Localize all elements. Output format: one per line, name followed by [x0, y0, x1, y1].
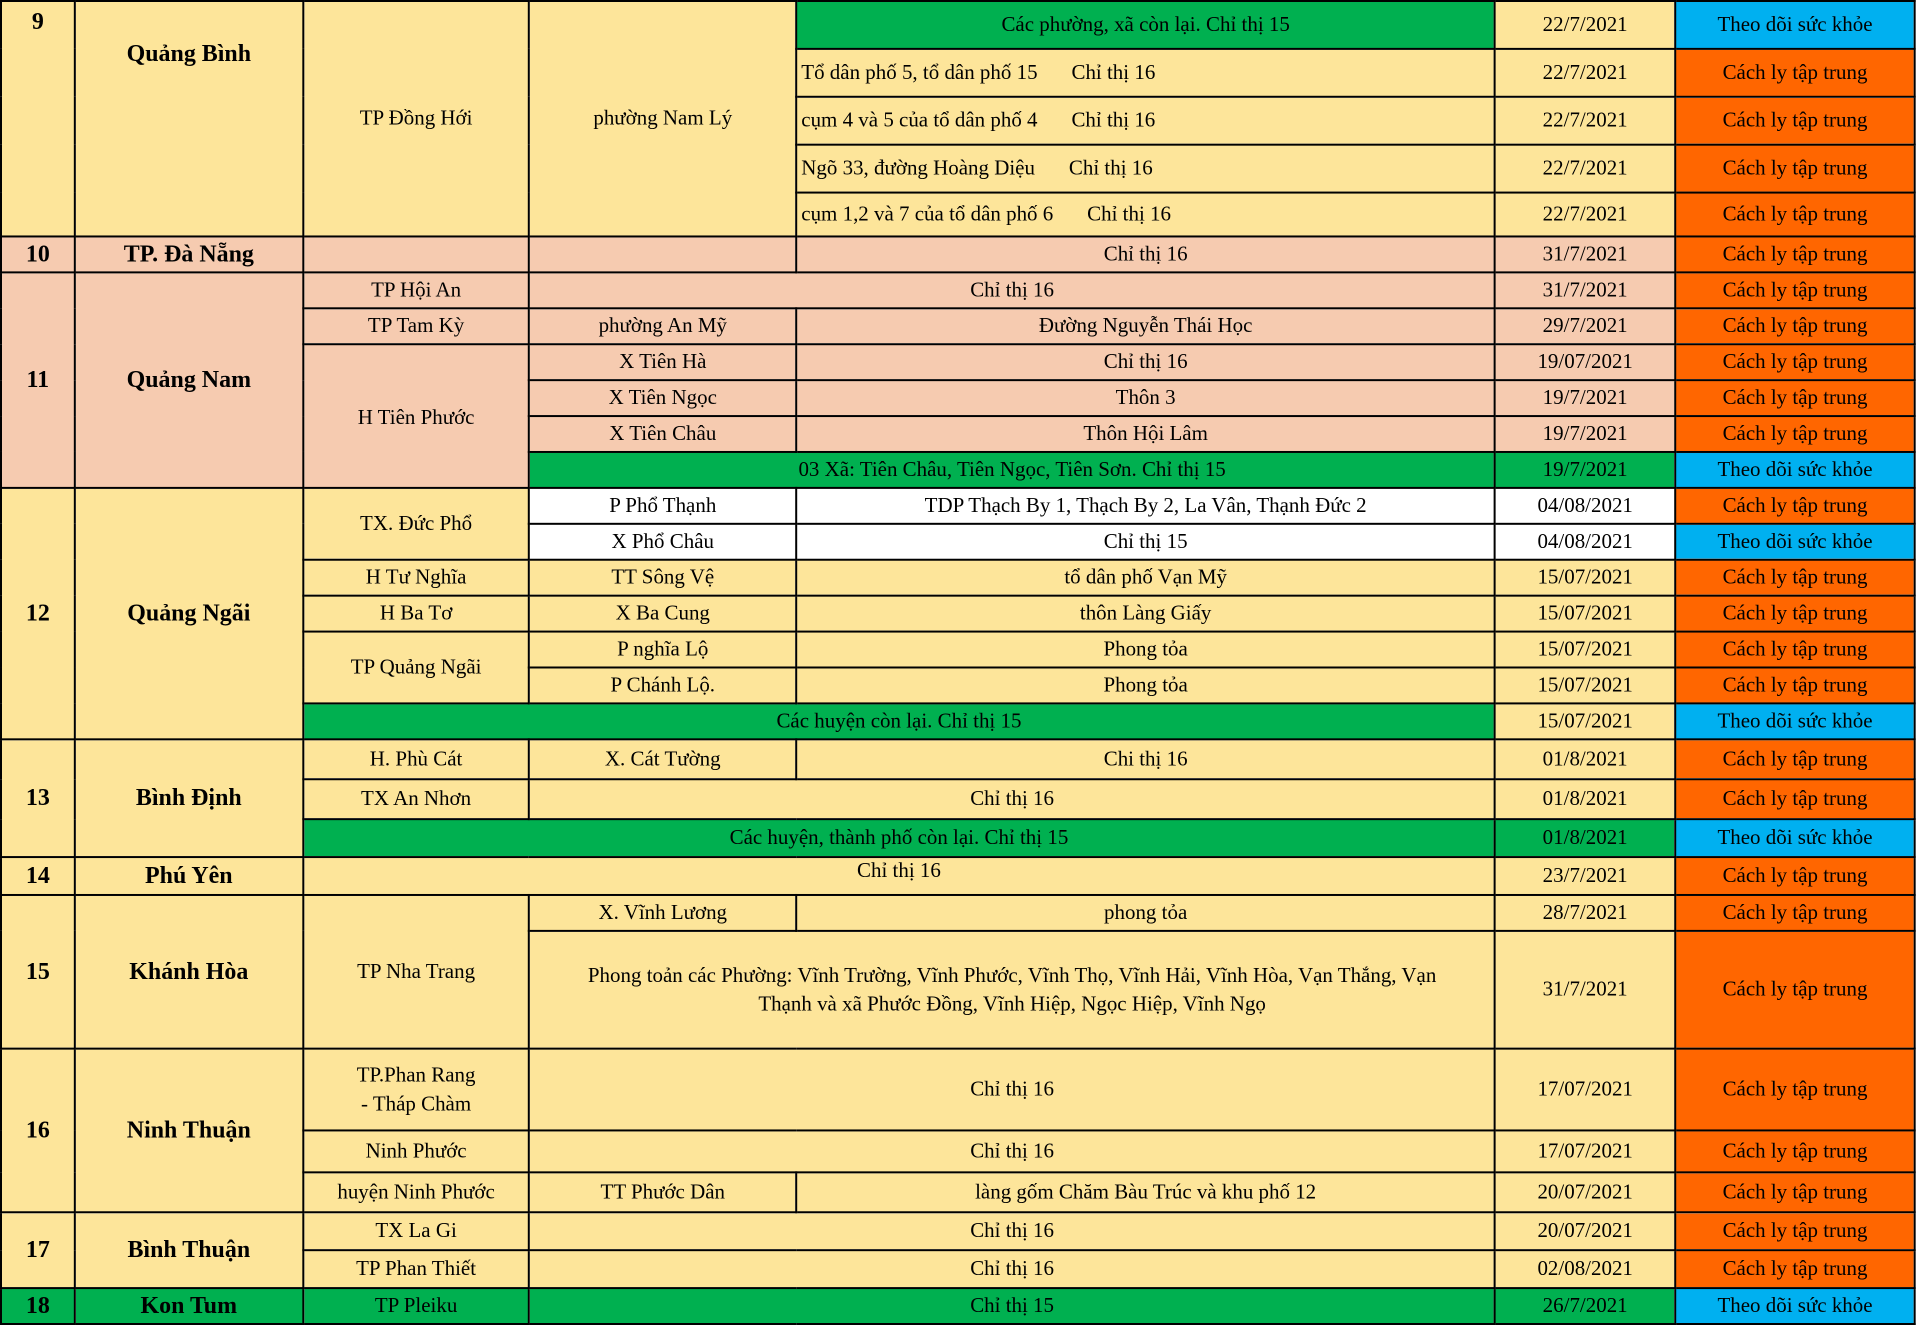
- status-cell: Cách ly tập trung: [1675, 488, 1914, 524]
- area-cell: phong tỏa: [796, 895, 1495, 931]
- date-cell: 04/08/2021: [1495, 524, 1675, 560]
- area-cell: [796, 193, 1495, 237]
- date-cell: 29/7/2021: [1495, 308, 1675, 344]
- status-cell: Cách ly tập trung: [1675, 1250, 1914, 1288]
- district-cell: TP Phan Thiết: [303, 1250, 529, 1288]
- ward-cell: TT Phước Dân: [529, 1172, 796, 1212]
- status-cell: Cách ly tập trung: [1675, 1049, 1914, 1131]
- area-text: cụm 1,2 và 7 của tổ dân phố 6: [801, 201, 1054, 226]
- date-cell: 17/07/2021: [1495, 1130, 1675, 1172]
- district-cell: H Tiên Phước: [303, 344, 529, 488]
- area-cell: Phong toản các Phường: Vĩnh Trường, Vĩnh Phước, Vĩnh Thọ, Vĩnh Hải, Vĩnh Hòa, Vạn Thắng, Vạn Thạnh và xã Phước Đồng, Vĩnh Hiệp, Ngọc Hiệp, Vĩnh Ngọ: [529, 931, 1495, 1049]
- area-text: cụm 4 và 5 của tổ dân phố 4: [801, 108, 1038, 133]
- area-cell: Chỉ thị 16: [529, 1130, 1495, 1172]
- province-cell: Quảng Ngãi: [75, 488, 303, 739]
- ward-cell: X. Vĩnh Lương: [529, 895, 796, 931]
- district-cell: H Ba Tơ: [303, 596, 529, 632]
- date-cell: 01/8/2021: [1495, 739, 1675, 779]
- area-cell: Các phường, xã còn lại. Chỉ thị 15: [796, 1, 1495, 49]
- district-cell: H Tư Nghĩa: [303, 560, 529, 596]
- status-cell: Theo dõi sức khỏe: [1675, 1288, 1914, 1324]
- province-cell: TP. Đà Nẵng: [75, 236, 303, 272]
- district-cell: Ninh Phước: [303, 1130, 529, 1172]
- area-cell: Thôn Hội Lâm: [796, 416, 1495, 452]
- date-cell: 22/7/2021: [1495, 145, 1675, 193]
- table-row: [1, 1049, 1915, 1131]
- directive-text: Chỉ thị 16: [1071, 60, 1156, 85]
- directive-text: Chỉ thị 16: [1087, 201, 1171, 226]
- status-cell: Cách ly tập trung: [1675, 344, 1914, 380]
- date-cell: 15/07/2021: [1495, 632, 1675, 668]
- status-cell: Cách ly tập trung: [1675, 895, 1914, 931]
- district-cell: TX. Đức Phổ: [303, 488, 529, 560]
- ward-cell: X Ba Cung: [529, 596, 796, 632]
- area-cell: làng gốm Chăm Bàu Trúc và khu phố 12: [796, 1172, 1495, 1212]
- date-cell: 04/08/2021: [1495, 488, 1675, 524]
- district-cell: [303, 1049, 529, 1131]
- date-cell: 23/7/2021: [1495, 857, 1675, 895]
- status-cell: Cách ly tập trung: [1675, 193, 1914, 237]
- date-cell: 19/7/2021: [1495, 452, 1675, 488]
- ward-cell: X. Cát Tường: [529, 739, 796, 779]
- table-row: [1, 1, 1915, 49]
- area-cell: Thôn 3: [796, 380, 1495, 416]
- directive-text: Chỉ thị 16: [1068, 156, 1153, 180]
- date-cell: 01/8/2021: [1495, 779, 1675, 819]
- status-cell: Cách ly tập trung: [1675, 1130, 1914, 1172]
- date-cell: 01/8/2021: [1495, 819, 1675, 857]
- district-cell: huyện Ninh Phước: [303, 1172, 529, 1212]
- table-row: [1, 857, 1915, 895]
- district-line-1: TP.Phan Rang: [356, 1062, 476, 1087]
- row-number: 17: [1, 1212, 75, 1288]
- status-cell: Cách ly tập trung: [1675, 857, 1914, 895]
- status-cell: Theo dõi sức khỏe: [1675, 703, 1914, 739]
- area-cell: Chỉ thị 16: [529, 272, 1495, 308]
- table-row: [1, 488, 1915, 524]
- area-cell: Các huyện, thành phố còn lại. Chỉ thị 15: [303, 819, 1495, 857]
- date-cell: 15/07/2021: [1495, 667, 1675, 703]
- status-cell: Cách ly tập trung: [1675, 145, 1914, 193]
- date-cell: 26/7/2021: [1495, 1288, 1675, 1324]
- table-row: [1, 739, 1915, 779]
- ward-cell: X Phổ Châu: [529, 524, 796, 560]
- area-cell: Các huyện còn lại. Chỉ thị 15: [303, 703, 1495, 739]
- area-cell: thôn Làng Giấy: [796, 596, 1495, 632]
- district-cell: H. Phù Cát: [303, 739, 529, 779]
- status-cell: Cách ly tập trung: [1675, 1172, 1914, 1212]
- status-cell: Cách ly tập trung: [1675, 380, 1914, 416]
- area-cell: [796, 49, 1495, 97]
- status-cell: Theo dõi sức khỏe: [1675, 524, 1914, 560]
- province-cell: Phú Yên: [75, 857, 303, 895]
- date-cell: 28/7/2021: [1495, 895, 1675, 931]
- status-cell: Cách ly tập trung: [1675, 236, 1914, 272]
- area-cell: Chỉ thị 16: [529, 1049, 1495, 1131]
- row-number: 16: [1, 1049, 75, 1213]
- row-number: 15: [1, 895, 75, 1049]
- date-cell: 22/7/2021: [1495, 193, 1675, 237]
- date-cell: 15/07/2021: [1495, 596, 1675, 632]
- table-row: [1, 1288, 1915, 1324]
- area-cell: Đường Nguyễn Thái Học: [796, 308, 1495, 344]
- ward-cell: P Phổ Thạnh: [529, 488, 796, 524]
- row-number: 18: [1, 1288, 75, 1324]
- row-number: 14: [1, 857, 75, 895]
- area-cell: Chỉ thị 16: [529, 779, 1495, 819]
- area-cell: tổ dân phố Vạn Mỹ: [796, 560, 1495, 596]
- row-number: 13: [1, 739, 75, 857]
- district-cell: TP Nha Trang: [303, 895, 529, 1049]
- status-cell: Cách ly tập trung: [1675, 667, 1914, 703]
- date-cell: 22/7/2021: [1495, 1, 1675, 49]
- ward-cell: P nghĩa Lộ: [529, 632, 796, 668]
- table-row: [1, 272, 1915, 308]
- ward-cell: phường Nam Lý: [529, 1, 796, 236]
- date-cell: 22/7/2021: [1495, 97, 1675, 145]
- date-cell: 20/07/2021: [1495, 1212, 1675, 1250]
- area-cell: Chỉ thị 16: [796, 344, 1495, 380]
- table-row: [1, 1212, 1915, 1250]
- area-cell: [796, 145, 1495, 193]
- row-number: 11: [1, 272, 75, 488]
- table-row: [1, 895, 1915, 931]
- area-cell: Phong tỏa: [796, 667, 1495, 703]
- status-cell: Cách ly tập trung: [1675, 931, 1914, 1049]
- date-cell: 15/07/2021: [1495, 703, 1675, 739]
- area-cell: 03 Xã: Tiên Châu, Tiên Ngọc, Tiên Sơn. Chỉ thị 15: [529, 452, 1495, 488]
- district-cell: [303, 236, 529, 272]
- ward-cell: X Tiên Ngọc: [529, 380, 796, 416]
- province-cell: Khánh Hòa: [75, 895, 303, 1049]
- row-number: 10: [1, 236, 75, 272]
- date-cell: 31/7/2021: [1495, 272, 1675, 308]
- status-cell: Cách ly tập trung: [1675, 416, 1914, 452]
- status-cell: Cách ly tập trung: [1675, 97, 1914, 145]
- status-cell: Theo dõi sức khỏe: [1675, 819, 1914, 857]
- ward-cell: TT Sông Vệ: [529, 560, 796, 596]
- district-cell: TP Quảng Ngãi: [303, 632, 529, 704]
- area-cell: Chỉ thị 15: [529, 1288, 1495, 1324]
- district-cell: TX La Gi: [303, 1212, 529, 1250]
- area-cell: Chỉ thị 16: [796, 236, 1495, 272]
- status-cell: Theo dõi sức khỏe: [1675, 452, 1914, 488]
- directive-text: Chỉ thị 16: [1071, 108, 1156, 133]
- ward-cell: P Chánh Lộ.: [529, 667, 796, 703]
- ward-cell: X Tiên Hà: [529, 344, 796, 380]
- status-cell: Cách ly tập trung: [1675, 739, 1914, 779]
- province-cell: Bình Thuận: [75, 1212, 303, 1288]
- area-text: Tổ dân phố 5, tổ dân phố 15: [801, 60, 1038, 85]
- area-cell: Chi thị 16: [796, 739, 1495, 779]
- area-cell: Chỉ thị 16: [529, 1212, 1495, 1250]
- ward-cell: X Tiên Châu: [529, 416, 796, 452]
- status-cell: Cách ly tập trung: [1675, 560, 1914, 596]
- district-line-2: - Tháp Chàm: [360, 1091, 472, 1116]
- date-cell: 17/07/2021: [1495, 1049, 1675, 1131]
- area-cell: [796, 97, 1495, 145]
- district-cell: TP Tam Kỳ: [303, 308, 529, 344]
- table-row: [1, 236, 1915, 272]
- area-text: Ngõ 33, đường Hoàng Diệu: [801, 156, 1035, 180]
- date-cell: 20/07/2021: [1495, 1172, 1675, 1212]
- status-cell: Cách ly tập trung: [1675, 49, 1914, 97]
- status-cell: Cách ly tập trung: [1675, 1212, 1914, 1250]
- date-cell: 15/07/2021: [1495, 560, 1675, 596]
- status-cell: Theo dõi sức khỏe: [1675, 1, 1914, 49]
- province-cell: Kon Tum: [75, 1288, 303, 1324]
- area-cell: Chỉ thị 16: [303, 857, 1495, 895]
- status-cell: Cách ly tập trung: [1675, 596, 1914, 632]
- status-cell: Cách ly tập trung: [1675, 632, 1914, 668]
- area-cell: Phong tỏa: [796, 632, 1495, 668]
- area-cell: Chỉ thị 15: [796, 524, 1495, 560]
- date-cell: 31/7/2021: [1495, 236, 1675, 272]
- date-cell: 19/07/2021: [1495, 344, 1675, 380]
- date-cell: 31/7/2021: [1495, 931, 1675, 1049]
- province-cell: Quảng Nam: [75, 272, 303, 488]
- area-cell: TDP Thạch By 1, Thạch By 2, La Vân, Thạnh Đức 2: [796, 488, 1495, 524]
- date-cell: 02/08/2021: [1495, 1250, 1675, 1288]
- status-cell: Cách ly tập trung: [1675, 272, 1914, 308]
- date-cell: 19/7/2021: [1495, 416, 1675, 452]
- date-cell: 19/7/2021: [1495, 380, 1675, 416]
- status-cell: Cách ly tập trung: [1675, 308, 1914, 344]
- date-cell: 22/7/2021: [1495, 49, 1675, 97]
- province-cell: Quảng Bình: [75, 1, 303, 236]
- ward-cell: [529, 236, 796, 272]
- province-cell: Ninh Thuận: [75, 1049, 303, 1213]
- row-number: 9: [1, 1, 75, 236]
- status-cell: Cách ly tập trung: [1675, 779, 1914, 819]
- row-number: 12: [1, 488, 75, 739]
- province-cell: Bình Định: [75, 739, 303, 857]
- district-cell: TP Hội An: [303, 272, 529, 308]
- district-cell: TX An Nhơn: [303, 779, 529, 819]
- area-cell: Chỉ thị 16: [529, 1250, 1495, 1288]
- ward-cell: phường An Mỹ: [529, 308, 796, 344]
- district-cell: TP Đồng Hới: [303, 1, 529, 236]
- district-cell: TP Pleiku: [303, 1288, 529, 1324]
